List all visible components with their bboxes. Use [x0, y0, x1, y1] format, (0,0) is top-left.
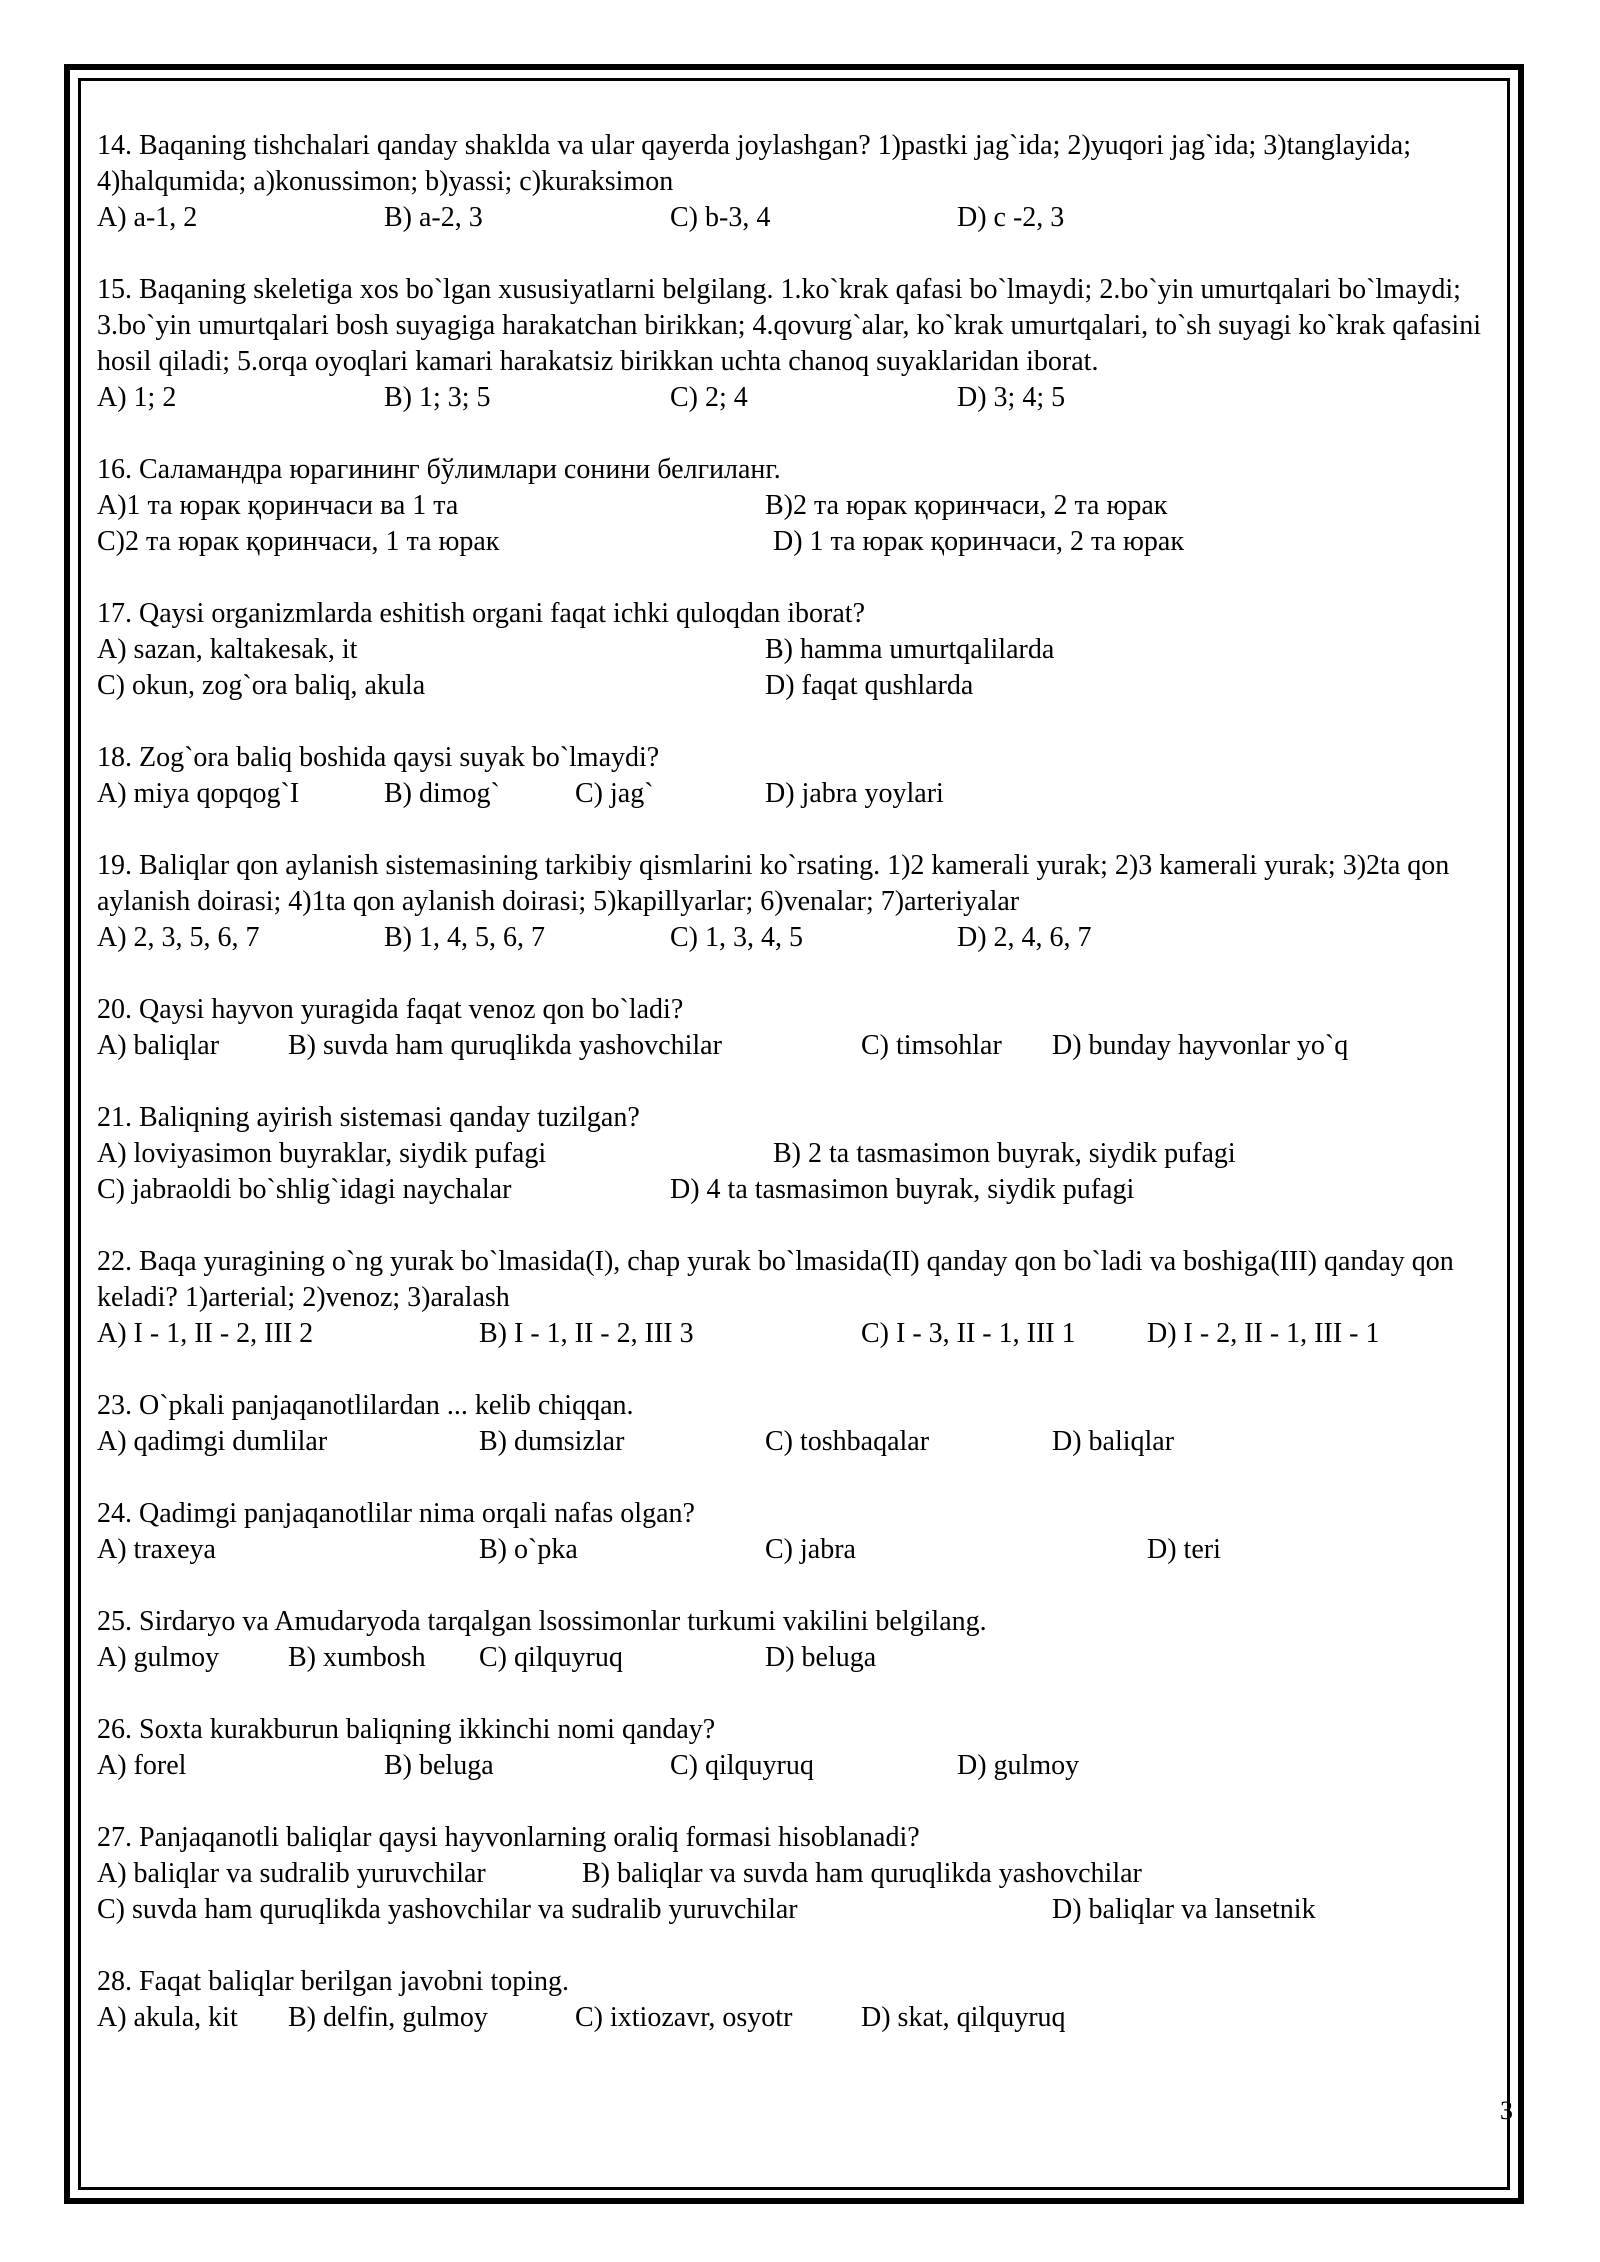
option-c[interactable]: C) b-3, 4 [670, 202, 771, 233]
option-c[interactable]: C) 2; 4 [670, 382, 748, 413]
option-c[interactable]: C) 1, 3, 4, 5 [670, 922, 803, 953]
question-stem: 22. Baqa yuragining o`ng yurak bo`lmasida(I), chap yurak bo`lmasida(II) qanday qon bo`ladi va boshiga(III) qanday qon keladi? 1)arterial; 2)venoz; 3)aralash [97, 1246, 1454, 1313]
options-row [97, 668, 1507, 704]
option-c[interactable]: C) jag` [575, 778, 654, 809]
option-d[interactable]: D) beluga [765, 1642, 877, 1673]
option-c[interactable]: C) suvda ham quruqlikda yashovchilar va sudralib yuruvchilar [97, 1894, 798, 1925]
option-d[interactable]: D) I - 2, II - 1, III - 1 [1147, 1318, 1380, 1349]
option-b[interactable]: B) beluga [384, 1750, 494, 1781]
question-stem: 23. O`pkali panjaqanotlilardan ... kelib chiqqan. [97, 1390, 634, 1421]
question-27 [97, 1820, 1507, 1928]
option-c[interactable]: C) ixtiozavr, osyotr [575, 2002, 793, 2033]
option-a[interactable]: A) traxeya [97, 1534, 216, 1565]
option-a[interactable]: A) baliqlar [97, 1030, 220, 1061]
option-b[interactable]: B) xumbosh [288, 1642, 426, 1673]
question-28 [97, 1964, 1507, 2036]
option-a[interactable]: A) gulmoy [97, 1642, 220, 1673]
option-c[interactable]: C) qilquyruq [479, 1642, 623, 1673]
option-b[interactable]: B) dumsizlar [479, 1426, 625, 1457]
question-stem: 16. Саламандра юрагининг бўлимлари сонини белгиланг. [97, 454, 781, 485]
question-19 [97, 848, 1507, 956]
option-c[interactable]: C) I - 3, II - 1, III 1 [861, 1318, 1076, 1349]
options-row [97, 1172, 1507, 1208]
option-d[interactable]: D) 4 ta tasmasimon buyrak, siydik pufagi [670, 1174, 1135, 1205]
question-26 [97, 1712, 1507, 1784]
option-b[interactable]: B) 1, 4, 5, 6, 7 [384, 922, 545, 953]
option-c[interactable]: C) qilquyruq [670, 1750, 814, 1781]
option-b[interactable]: B) 1; 3; 5 [384, 382, 491, 413]
option-d[interactable]: D) 3; 4; 5 [957, 382, 1066, 413]
option-b[interactable]: B) baliqlar va suvda ham quruqlikda yashovchilar [582, 1858, 1142, 1889]
options-row [97, 1748, 1507, 1784]
page-number: 3 [1500, 2096, 1513, 2125]
question-20 [97, 992, 1507, 1064]
options-row [97, 1856, 1507, 1892]
option-a[interactable]: A) sazan, kaltakesak, it [97, 634, 358, 665]
option-d[interactable]: D) 2, 4, 6, 7 [957, 922, 1092, 953]
question-stem: 27. Panjaqanotli baliqlar qaysi hayvonlarning oraliq formasi hisoblanadi? [97, 1822, 920, 1853]
option-a[interactable]: A) miya qopqog`I [97, 778, 300, 809]
option-a[interactable]: A)1 та юрак қоринчаси ва 1 та [97, 490, 459, 521]
options-row [97, 920, 1507, 956]
question-stem: 25. Sirdaryo va Amudaryoda tarqalgan lsossimonlar turkumi vakilini belgilang. [97, 1606, 987, 1637]
option-d[interactable]: D) gulmoy [957, 1750, 1080, 1781]
question-stem: 26. Soxta kurakburun baliqning ikkinchi nomi qanday? [97, 1714, 716, 1745]
options-row [97, 1136, 1507, 1172]
option-a[interactable]: A) I - 1, II - 2, III 2 [97, 1318, 314, 1349]
option-c[interactable]: C) okun, zog`ora baliq, akula [97, 670, 426, 701]
option-c[interactable]: C) jabra [765, 1534, 856, 1565]
question-23 [97, 1388, 1507, 1460]
question-stem: 14. Baqaning tishchalari qanday shaklda va ular qayerda joylashgan? 1)pastki jag`ida; 2)yuqori jag`ida; 3)tanglayida; 4)halqumida; a)konussimon; b)yassi; c)kuraksimon [97, 130, 1412, 197]
option-a[interactable]: A) 1; 2 [97, 382, 177, 413]
option-b[interactable]: B) suvda ham quruqlikda yashovchilar [288, 1030, 722, 1061]
option-a[interactable]: A) akula, kit [97, 2002, 238, 2033]
option-a[interactable]: A) 2, 3, 5, 6, 7 [97, 922, 260, 953]
option-a[interactable]: A) loviyasimon buyraklar, siydik pufagi [97, 1138, 547, 1169]
question-18 [97, 740, 1507, 812]
option-d[interactable]: D) teri [1147, 1534, 1221, 1565]
options-row [97, 524, 1507, 560]
option-d[interactable]: D) baliqlar va lansetnik [1052, 1894, 1316, 1925]
option-d[interactable]: D) bunday hayvonlar yo`q [1052, 1030, 1349, 1061]
option-b[interactable]: B) o`pka [479, 1534, 578, 1565]
option-d[interactable]: D) skat, qilquyruq [861, 2002, 1066, 2033]
question-25 [97, 1604, 1507, 1676]
question-14 [97, 128, 1507, 236]
options-row [97, 488, 1507, 524]
option-b[interactable]: B)2 та юрак қоринчаси, 2 та юрак [765, 490, 1168, 521]
question-15 [97, 272, 1507, 416]
options-row [97, 632, 1507, 668]
option-a[interactable]: A) qadimgi dumlilar [97, 1426, 328, 1457]
question-24 [97, 1496, 1507, 1568]
question-list [97, 128, 1507, 2072]
question-16 [97, 452, 1507, 560]
option-d[interactable]: D) faqat qushlarda [765, 670, 974, 701]
option-c[interactable]: C) toshbaqalar [765, 1426, 930, 1457]
question-21 [97, 1100, 1507, 1208]
option-d[interactable]: D) jabra yoylari [765, 778, 944, 809]
option-b[interactable]: B) 2 ta tasmasimon buyrak, siydik pufagi [773, 1138, 1236, 1169]
question-stem: 18. Zog`ora baliq boshida qaysi suyak bo`lmaydi? [97, 742, 660, 773]
options-row [97, 1424, 1507, 1460]
options-row [97, 1316, 1507, 1352]
question-22 [97, 1244, 1507, 1352]
options-row [97, 776, 1507, 812]
options-row [97, 1892, 1507, 1928]
question-stem: 19. Baliqlar qon aylanish sistemasining tarkibiy qismlarini ko`rsating. 1)2 kamerali yurak; 2)3 kamerali yurak; 3)2ta qon aylanish doirasi; 4)1ta qon aylanish doirasi; 5)kapillyarlar; 6)venalar; 7)arteriyalar [97, 850, 1450, 917]
question-stem: 21. Baliqning ayirish sistemasi qanday tuzilgan? [97, 1102, 640, 1133]
question-stem: 20. Qaysi hayvon yuragida faqat venoz qon bo`ladi? [97, 994, 684, 1025]
option-a[interactable]: A) a-1, 2 [97, 202, 198, 233]
option-b[interactable]: B) hamma umurtqalilarda [765, 634, 1055, 665]
question-stem: 24. Qadimgi panjaqanotlilar nima orqali nafas olgan? [97, 1498, 695, 1529]
options-row [97, 200, 1507, 236]
option-a[interactable]: A) forel [97, 1750, 187, 1781]
options-row [97, 2000, 1507, 2036]
options-row [97, 1028, 1507, 1064]
option-a[interactable]: A) baliqlar va sudralib yuruvchilar [97, 1858, 486, 1889]
option-d[interactable]: D) c -2, 3 [957, 202, 1065, 233]
option-b[interactable]: B) delfin, gulmoy [288, 2002, 488, 2033]
option-d[interactable]: D) 1 та юрак қоринчаси, 2 та юрак [773, 526, 1184, 557]
option-c[interactable]: C)2 та юрак қоринчаси, 1 та юрак [97, 526, 500, 557]
option-b[interactable]: B) I - 1, II - 2, III 3 [479, 1318, 694, 1349]
option-c[interactable]: C) jabraoldi bo`shlig`idagi naychalar [97, 1174, 512, 1205]
options-row [97, 1532, 1507, 1568]
question-stem: 17. Qaysi organizmlarda eshitish organi faqat ichki quloqdan iborat? [97, 598, 865, 629]
question-stem: 15. Baqaning skeletiga xos bo`lgan xususiyatlarni belgilang. 1.ko`krak qafasi bo`lmaydi; 2.bo`yin umurtqalari bo`lmaydi; 3.bo`yin umurtqalari bosh suyagiga harakatchan birikkan; 4.qovurg`alar, ko`krak umurtqalari, to`sh suyagi ko`krak qafasini hosil qiladi; 5.orqa oyoqlari kamari harakatsiz birikkan uchta chanoq suyaklaridan iborat. [97, 274, 1481, 377]
question-stem: 28. Faqat baliqlar berilgan javobni toping. [97, 1966, 570, 1997]
option-c[interactable]: C) timsohlar [861, 1030, 1002, 1061]
option-b[interactable]: B) dimog` [384, 778, 500, 809]
options-row [97, 380, 1507, 416]
question-17 [97, 596, 1507, 704]
option-d[interactable]: D) baliqlar [1052, 1426, 1175, 1457]
options-row [97, 1640, 1507, 1676]
option-b[interactable]: B) a-2, 3 [384, 202, 483, 233]
